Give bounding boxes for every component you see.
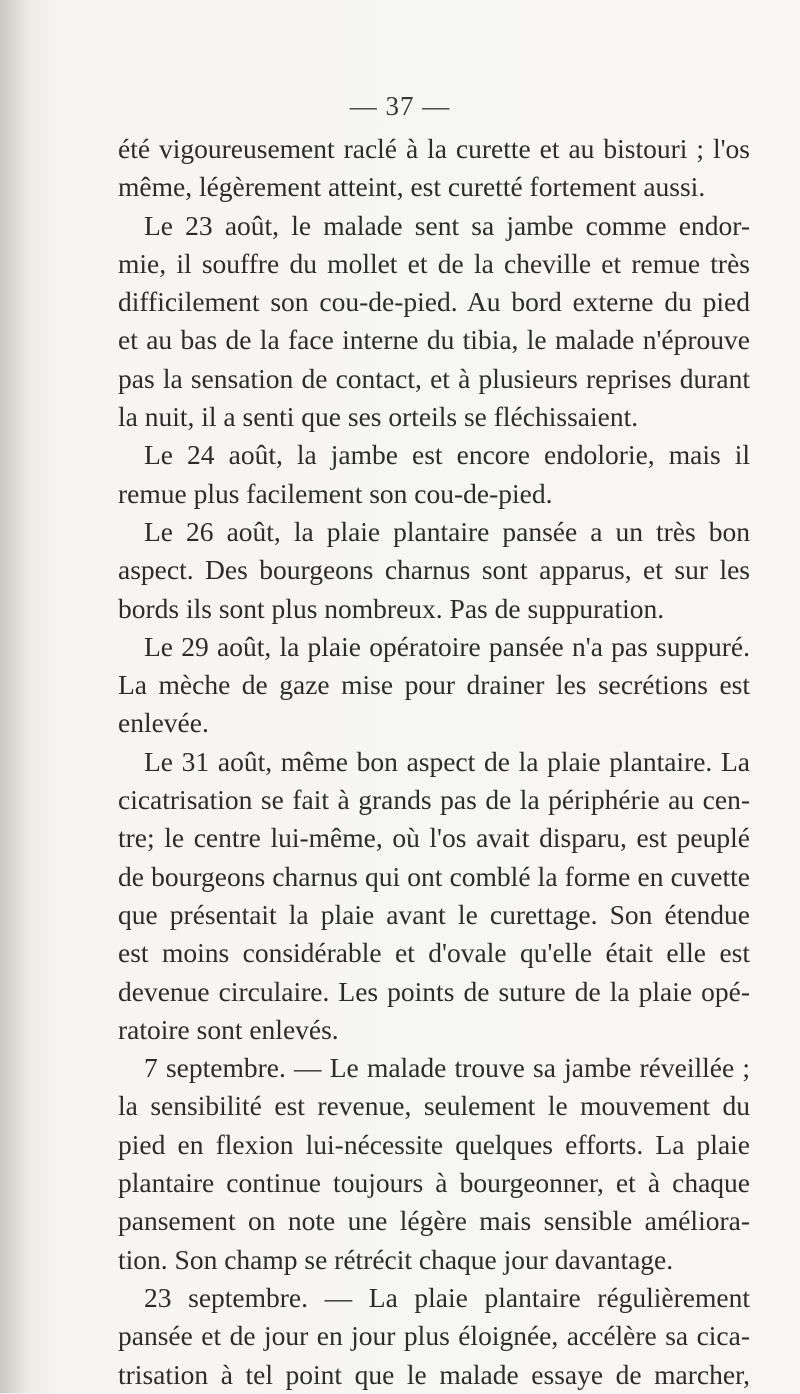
text-line: la sensibilité est revenue, seulement le mouvement du (118, 1090, 750, 1122)
text-line: ratoire sont enlevés. (118, 1013, 339, 1045)
text-line: la nuit, il a senti que ses orteils se fléchissaient. (118, 401, 639, 433)
text-line: que présentait la plaie avant le curettage. Son étendue (118, 898, 750, 930)
page-spine-shadow (0, 0, 28, 1393)
text-line: 7 septembre. — Le malade trouve sa jambe réveillée ; (144, 1052, 750, 1084)
text-line: et au bas de la face interne du tibia, le malade n'éprouve (118, 324, 750, 356)
text-line: est moins considérable et d'ovale qu'elle était elle est (118, 937, 750, 969)
text-line: aspect. Des bourgeons charnus sont apparus, et sur les (118, 554, 750, 586)
text-line: Le 26 août, la plaie plantaire pansée a un très bon (144, 515, 750, 547)
text-line: Le 31 août, même bon aspect de la plaie plantaire. La (144, 745, 750, 777)
text-line: pas la sensation de contact, et à plusieurs reprises durant (118, 362, 750, 394)
text-line: 23 septembre. — La plaie plantaire régulièrement (144, 1281, 750, 1313)
text-line: enlevée. (118, 707, 209, 739)
text-line: difficilement son cou-de-pied. Au bord externe du pied (118, 286, 750, 318)
text-line: devenue circulaire. Les points de suture de la plaie opé- (118, 975, 750, 1007)
text-line: Le 24 août, la jambe est encore endolorie, mais il (144, 439, 750, 471)
text-line: La mèche de gaze mise pour drainer les secrétions est (118, 669, 750, 701)
text-line: Le 23 août, le malade sent sa jambe comme endor- (144, 209, 750, 241)
text-line: pansement on note une légère mais sensible améliora- (118, 1205, 750, 1237)
text-line: pied en flexion lui-nécessite quelques efforts. La plaie (118, 1128, 750, 1160)
text-line: tion. Son champ se rétrécit chaque jour davantage. (118, 1243, 674, 1275)
text-line: Le 29 août, la plaie opératoire pansée n'a pas suppuré. (144, 630, 750, 662)
text-line: plantaire continue toujours à bourgeonner, et à chaque (118, 1167, 750, 1199)
text-line: trisation à tel point que le malade essaye de marcher, (118, 1358, 750, 1390)
text-line: cicatrisation se fait à grands pas de la périphérie au cen- (118, 784, 750, 816)
text-line: tre; le centre lui-même, où l'os avait disparu, est peuplé (118, 822, 750, 854)
body-text (118, 130, 750, 1394)
text-line: de bourgeons charnus qui ont comblé la forme en cuvette (118, 860, 750, 892)
text-line: même, légèrement atteint, est curetté fortement aussi. (118, 171, 706, 203)
text-line: pansée et de jour en jour plus éloignée, accélère sa cica- (118, 1320, 750, 1352)
text-line: bords ils sont plus nombreux. Pas de suppuration. (118, 592, 665, 624)
text-line: été vigoureusement raclé à la curette et au bistouri ; l'os (118, 133, 750, 164)
text-line: remue plus facilement son cou-de-pied. (118, 477, 553, 509)
page-number-header: — 37 — (349, 91, 451, 121)
text-line: mie, il souffre du mollet et de la cheville et remue très (118, 247, 750, 279)
